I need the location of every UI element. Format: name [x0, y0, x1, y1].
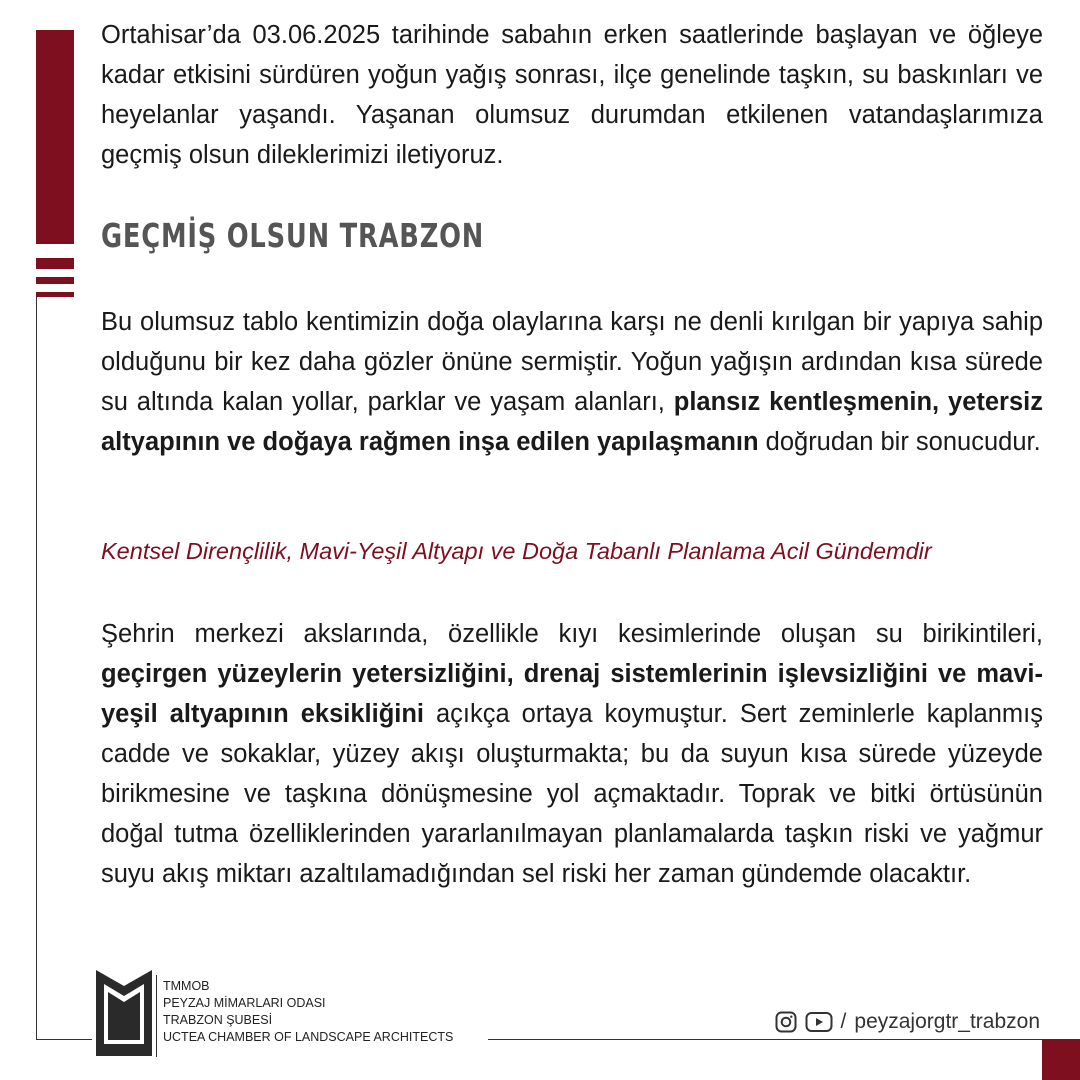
paragraph-fragility-end: doğrudan bir sonucudur. — [758, 428, 1041, 456]
corner-square — [1042, 1039, 1080, 1080]
accent-stripe-1 — [36, 258, 74, 269]
paragraph-infrastructure-text: Şehrin merkezi akslarında, özellikle kıyı kesimlerinde oluşan su birikintileri, — [101, 620, 1043, 648]
accent-bar-main — [36, 30, 74, 244]
chamber-logo — [94, 968, 156, 1058]
org-line-1: TMMOB — [163, 979, 210, 993]
social-links — [775, 1010, 1040, 1034]
org-line-3: TRABZON ŞUBESİ — [163, 1013, 273, 1027]
social-separator: / — [840, 1010, 847, 1033]
paragraph-infrastructure-end: açıkça ortaya koymuştur. Sert zeminlerle kaplanmış cadde ve sokaklar, yüzey akışı oluşturmakta; bu da suyun kısa sürede yüzeyde birikmesine ve taşkına dönüşmesine yol açmaktadır. Toprak ve bitki örtüsünün doğal tutma özelliklerinden yararlanılmayan planlamalarda taşkın riski ve yağmur suyu akış miktarı azaltılamadığından sel riski her zaman gündemde olacaktır. — [101, 700, 1043, 888]
left-vertical-line — [36, 297, 37, 1040]
intro-paragraph: Ortahisar’da 03.06.2025 tarihinde sabahın erken saatlerinde başlayan ve öğleye kadar etkisini sürdüren yoğun yağış sonrası, ilçe genelinde taşkın, su baskınları ve heyelanlar yaşandı. Yaşanan olumsuz durumdan etkilenen vatandaşlarımıza geçmiş olsun dileklerimizi iletiyoruz. — [101, 21, 1043, 169]
social-handle[interactable]: peyzajorgtr_trabzon — [854, 1010, 1040, 1033]
paragraph-fragility — [101, 302, 1043, 462]
paragraph-infrastructure — [101, 614, 1043, 894]
bottom-left-line — [36, 1039, 92, 1040]
logo-divider — [156, 975, 157, 1057]
organization-name — [163, 978, 453, 1046]
bottom-right-line — [488, 1039, 1042, 1040]
section-subheading: Kentsel Dirençlilik, Mavi-Yeşil Altyapı ve Doğa Tabanlı Planlama Acil Gündemdir — [101, 538, 932, 564]
instagram-icon[interactable] — [775, 1011, 797, 1033]
org-line-2: PEYZAJ MİMARLARI ODASI — [163, 996, 326, 1010]
paragraph-fragility-text: Bu olumsuz tablo kentimizin doğa olaylarına karşı ne denli kırılgan bir yapıya sahip olduğunu bir kez daha gözler önüne sermiştir. Yoğun yağışın ardından kısa sürede su altında kalan yollar, parklar ve yaşam alanları, — [101, 308, 1043, 416]
youtube-icon[interactable] — [805, 1011, 833, 1033]
accent-stripe-3 — [36, 292, 74, 297]
accent-stripe-2 — [36, 277, 74, 284]
page-title: GEÇMİŞ OLSUN TRABZON — [101, 216, 485, 255]
org-line-4: UCTEA CHAMBER OF LANDSCAPE ARCHITECTS — [163, 1030, 454, 1044]
paragraph-infrastructure-bold: geçirgen yüzeylerin yetersizliğini, drenaj sistemlerinin işlevsizliğini ve mavi-yeşil altyapının eksikliğini — [101, 660, 1043, 728]
paragraph-fragility-bold: plansız kentleşmenin, yetersiz altyapının ve doğaya rağmen inşa edilen yapılaşmanın — [101, 388, 1043, 456]
